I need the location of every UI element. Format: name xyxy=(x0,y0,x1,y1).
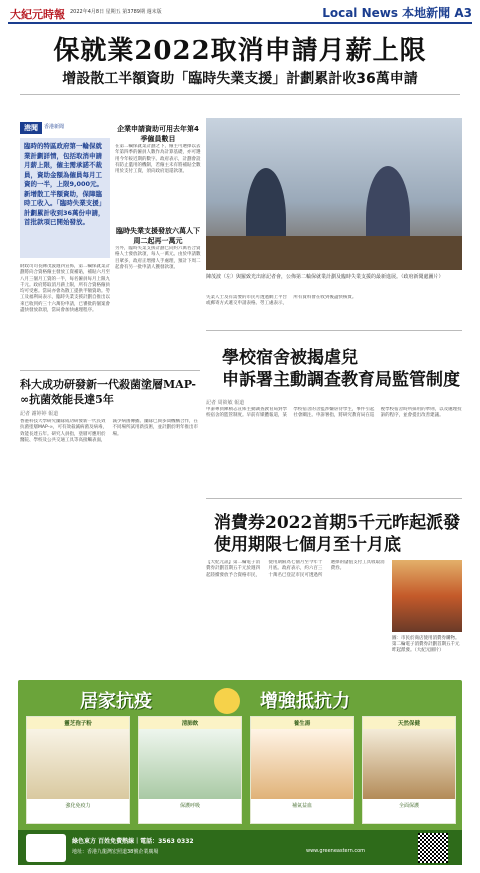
product-image xyxy=(363,729,455,799)
product-title: 養生湯 xyxy=(251,717,353,729)
product-image xyxy=(27,729,129,799)
lead-summary-box: 臨時的特區政府第一輪保就業計劃詳情，包括取消申請月薪上限，僱主需承諾不裁員，資助金額為僱員每月工資的一半，上限9,000元。新增散工半額資助，保障臨時工收入。「臨時失業支援」計劃累計收到36萬份申請，首批款項已開始發放。 xyxy=(20,138,110,258)
product-title: 靈芝孢子粉 xyxy=(27,717,129,729)
lead-subheadline: 增設散工半額資助「臨時失業支援」計劃累計收36萬申請 xyxy=(62,71,418,87)
brand-logo xyxy=(26,834,66,862)
product-title: 清肺飲 xyxy=(139,717,241,729)
ad-title-right: 增強抵抗力 xyxy=(260,691,350,712)
voucher-headline-1: 消費券2022首期5千元昨起派發 xyxy=(214,513,461,533)
ad-product-card xyxy=(362,716,456,824)
sun-icon xyxy=(214,688,240,714)
school-byline: 記者 周筱敏 報道 xyxy=(206,400,245,406)
voucher-photo-caption: 圖：市民於商店使用消費券購物。第二輪電子消費券計劃首期五千元昨起派發。（大紀元圖片） xyxy=(392,636,460,653)
lead-photo-caption: 陳茂波（左）與羅致光出席記者會，公佈第二輪保就業計劃及臨時失業支援的最新進展。（政府新聞處圖片） xyxy=(206,274,444,280)
science-byline: 記者 謝婷婷 報道 xyxy=(20,411,59,417)
masthead-date: 2022年4月8日 星期五 第3789期 週末版 xyxy=(70,9,162,15)
product-label: 全面保護 xyxy=(398,803,419,809)
science-headline: 科大成功研發新一代殺菌塗層MAP-∞抗菌效能長達5年 xyxy=(20,378,196,406)
masthead-logo: 大紀元時報 xyxy=(10,8,65,21)
section-title: Local News 本地新聞 A3 xyxy=(322,6,472,20)
voucher-photo xyxy=(392,560,462,632)
science-body: 香港科技大學研究團隊成功研發新一代長效抗菌塗層MAP-∞，可有效殺滅病菌及病毒，效能長達五年。研究人員指，塗層可應用於醫院、學校及公共交通工具等高接觸表面，減少病菌傳播。團隊已與多間機構合作，在不同場所試用新技術，並計劃於明年推出市場。 xyxy=(20,419,198,443)
ad-product-card xyxy=(250,716,354,824)
lead-body-left: 財政司司長陳茂波週四宣佈，第二輪保就業計劃將向合資格僱主發放工資補貼，補貼六月至八月三個月工資的一半，每名僱員每月上限九千元。政府將取消月薪上限，所有合資格僱員均可受惠。當局亦會為散工提供半額資助。勞工及福利局表示，臨時失業支援計劃自推出以來已收到約三十六萬份申請，已審批的個案會盡快發放款項，當局會加快處理程序。 xyxy=(20,264,110,314)
ad-website: www.greeneastern.com xyxy=(306,848,366,854)
product-label: 補氣益血 xyxy=(291,803,312,809)
ad-product-card xyxy=(26,716,130,824)
school-headline-1: 學校宿舍被揭虐兒 xyxy=(222,348,358,368)
lead-col2-subhead: 企業申請資助可用去年第4季僱員數目 xyxy=(117,125,199,143)
product-image xyxy=(139,729,241,799)
ad-product-card xyxy=(138,716,242,824)
voucher-body: 【大紀元訊】第二輪電子消費券計劃首期五千元於週四起陸續發放予合資格市民，使用期限為七個月至今年十月底。政府表示，約六百三十萬名已登記市民可透過所選擇的儲值支付工具收取消費券。 xyxy=(206,560,385,578)
section-tag-sub: 香港新聞 xyxy=(44,124,65,130)
podium xyxy=(206,236,462,270)
ad-hotline: 綠色東方 百姓免費熱線｜電話：3563 0332 xyxy=(72,838,194,845)
lead-col2-text: 在第二輪保就業計劃之下，僱主可選擇以去年第四季的僱員人數作為計算基礎，亦可選用今年較近期的數字。政府表示，計劃會設有防止濫用的機制，若僱主未有將補貼全數用於支付工資，須向政府退還款項。 xyxy=(115,144,201,175)
ad-title-left: 居家抗疫 xyxy=(80,691,152,712)
headline-divider xyxy=(20,94,460,95)
product-title: 天然保健 xyxy=(363,717,455,729)
voucher-headline-2: 使用期限七個月至十月底 xyxy=(214,535,401,555)
lead-continuation: 失業人士及有需要的市民可透過網上平台或郵寄方式遞交申請表格。勞工處表示，所有資料會在收到後盡快核實。 xyxy=(206,295,357,307)
product-label: 強化免疫力 xyxy=(65,803,91,809)
press-conference-photo xyxy=(206,118,462,270)
lead-headline: 保就業2022取消申請月薪上限 xyxy=(53,36,427,66)
product-label: 保護呼吸 xyxy=(179,803,200,809)
school-body: 申訴專員陳積志宣佈主動調查教育局對學校宿舍的監管制度。早前有媒體報道，某學校宿舍的舍監涉嫌虐待學生，事件引起社會關注。申訴署指，將研究教育局在巡視學校宿舍時所採用的準則，以及處理投訴的程序，並會提出改善建議。 xyxy=(206,407,462,419)
masthead-divider xyxy=(8,22,472,24)
product-image xyxy=(251,729,353,799)
ad-address: 地址：香港九龍灣宏照道38號企業廣場 xyxy=(72,849,159,855)
section-divider xyxy=(206,330,462,331)
qr-code xyxy=(418,833,448,863)
lead-col2-text2: 另外，臨時失業支援計劃已向約六萬名合資格人士發放款項，每人一萬元。由於申請數目眾多，政府正增撥人手處理，預計下周二起會有另一批申請人獲發款項。 xyxy=(115,246,201,270)
voucher-top-rule xyxy=(206,498,462,499)
lead-col2-subhead2: 臨時失業支援發放六萬人下周二起再一萬元 xyxy=(116,227,200,245)
science-top-rule xyxy=(20,370,200,371)
school-headline-2: 申訴署主動調查教育局監管制度 xyxy=(222,370,460,390)
section-tag: 港聞 xyxy=(20,122,42,134)
